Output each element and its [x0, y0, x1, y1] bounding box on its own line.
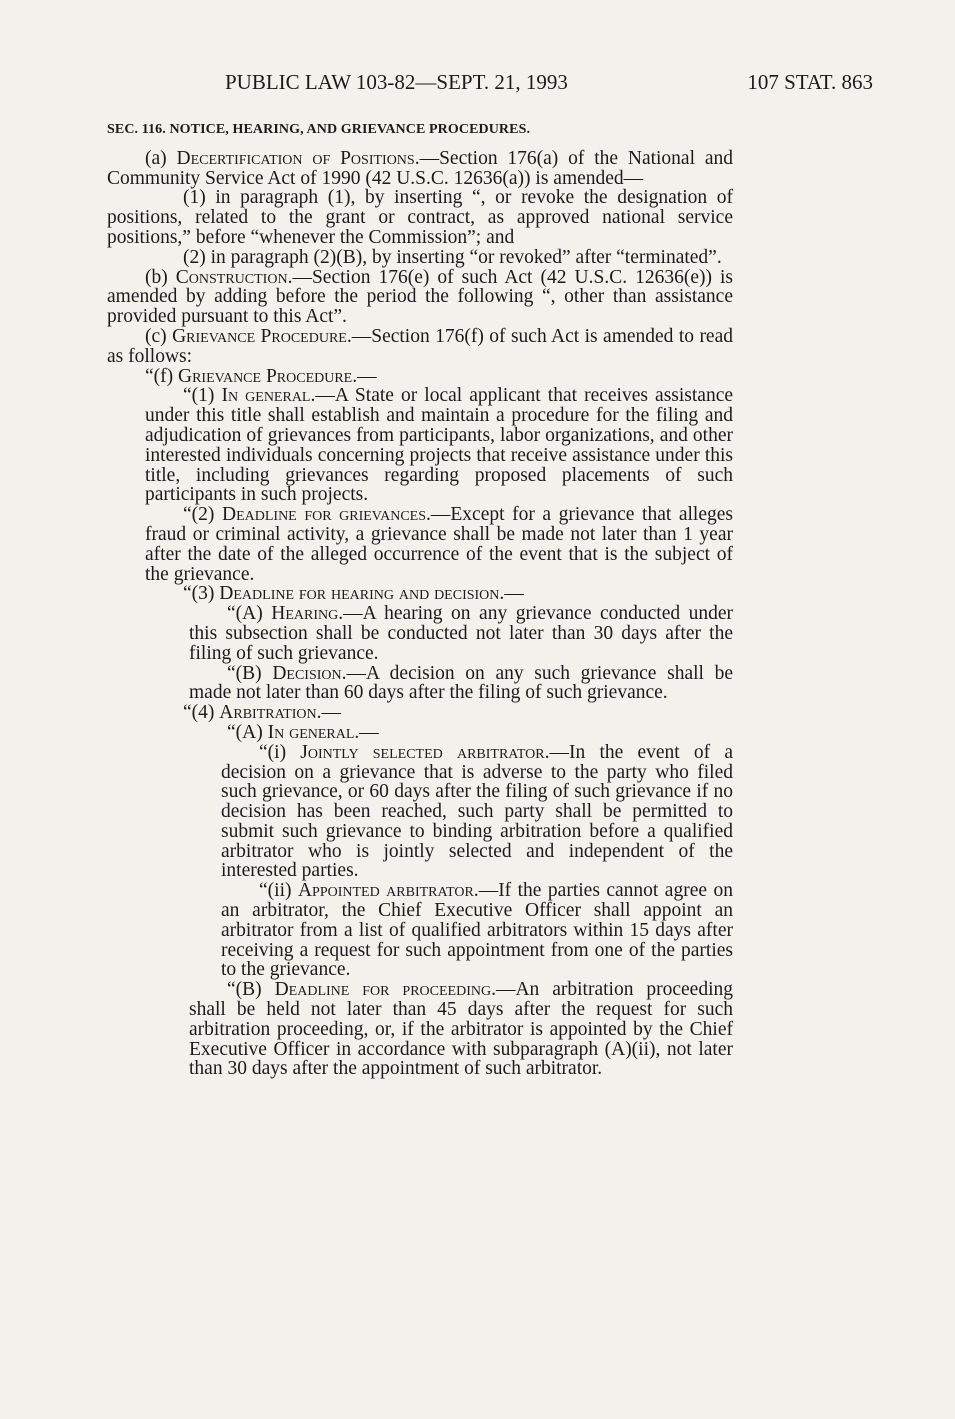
paragraph-f4-title: Arbitration. — [219, 702, 322, 724]
subsection-a: (a) Decertification of Positions.—Section 176(a) of the National and Community Service Act of 1990 (42 U.S.C. 12636(a)) is amended— — [107, 147, 733, 189]
clause-f4aii-title: Appointed arbitrator. — [297, 880, 479, 902]
subparagraph-f4b: “(B) Deadline for proceeding.—An arbitration proceeding shall be held not later than 45 days after the request for such arbitration proceeding, or, if the arbitrator is appointed by the Chief Executive Officer in accordance with subparagraph (A)(ii), not later than 30 days after the appointment of such arbitrator. — [189, 979, 734, 1080]
header-stat-page: 107 STAT. 863 — [747, 70, 873, 94]
subsection-f-title: Grievance Procedure. — [178, 365, 358, 387]
paragraph-f2: “(2) Deadline for grievances.—Except for a grievance that alleges fraud or criminal activity, a grievance shall be made not later than 1 year after the date of the alleged occurrence of the event that is the subject of the grievance. — [145, 504, 733, 585]
clause-f4aii: “(ii) Appointed arbitrator.—If the parties cannot agree on an arbitrator, the Chief Executive Officer shall appoint an arbitrator from a list of qualified arbitrators within 15 days after receiving a request for such appointment from one of the parties to the grievance. — [221, 880, 733, 981]
page-header — [225, 70, 873, 98]
subparagraph-f4a: “(A) In general.— — [227, 721, 379, 743]
paragraph-f3-title: Deadline for hearing and decision. — [219, 583, 505, 605]
subsection-a-title: Decertification of Positions. — [176, 147, 420, 169]
subsection-c-title: Grievance Procedure. — [172, 325, 352, 347]
subparagraph-f3a-title: Hearing. — [271, 603, 344, 625]
subsection-b: (b) Construction.—Section 176(e) of such Act (42 U.S.C. 12636(e)) is amended by adding before the period the following “, other than assistance provided pursuant to this Act”. — [107, 266, 733, 328]
subsection-f: “(f) Grievance Procedure.— — [145, 365, 377, 387]
paragraph-a1: (1) in paragraph (1), by inserting “, or revoke the designation of positions, related to the grant or contract, as approved national service positions,” before “whenever the Commission”; and — [107, 187, 733, 248]
paragraph-f4: “(4) Arbitration.— — [183, 702, 341, 724]
section-heading: SEC. 116. NOTICE, HEARING, AND GRIEVANCE PROCEDURES. — [107, 122, 531, 137]
paragraph-f3: “(3) Deadline for hearing and decision.— — [183, 583, 524, 605]
paragraph-f1-title: In general. — [221, 385, 316, 407]
clause-f4ai-title: Jointly selected arbitrator. — [300, 741, 550, 763]
subsection-c: (c) Grievance Procedure.—Section 176(f) of such Act is amended to read as follows: — [107, 325, 733, 367]
paragraph-a2: (2) in paragraph (2)(B), by inserting “or revoked” after “terminated”. — [183, 246, 722, 268]
section-body — [107, 120, 733, 1079]
subsection-b-title: Construction. — [175, 266, 293, 288]
clause-f4ai: “(i) Jointly selected arbitrator.—In the event of a decision on a grievance that is adverse to the party who filed such grievance, or 60 days after the filing of such grievance if no decision has been reached, such party shall be permitted to submit such grievance to binding arbitration before a qualified arbitrator who is jointly selected and independent of the interested parties. — [221, 741, 734, 882]
subparagraph-f3b-title: Decision. — [272, 662, 347, 684]
paragraph-f1: “(1) In general.—A State or local applicant that receives assistance under this title shall establish and maintain a procedure for the filing and adjudication of grievances from participants, labor organizations, and other interested individuals concerning projects that receive assistance under this title, including grievances regarding proposed placements of such participants in such projects. — [145, 385, 734, 506]
subparagraph-f4a-title: In general. — [267, 721, 360, 743]
header-public-law: PUBLIC LAW 103-82—SEPT. 21, 1993 — [225, 70, 568, 94]
subparagraph-f3a: “(A) Hearing.—A hearing on any grievance conducted under this subsection shall be conducted not later than 30 days after the filing of such grievance. — [189, 603, 733, 664]
subparagraph-f4b-title: Deadline for proceeding. — [274, 979, 496, 1001]
paragraph-f2-title: Deadline for grievances. — [222, 504, 431, 526]
subparagraph-f3b: “(B) Decision.—A decision on any such grievance shall be made not later than 60 days after the filing of such grievance. — [189, 662, 733, 704]
